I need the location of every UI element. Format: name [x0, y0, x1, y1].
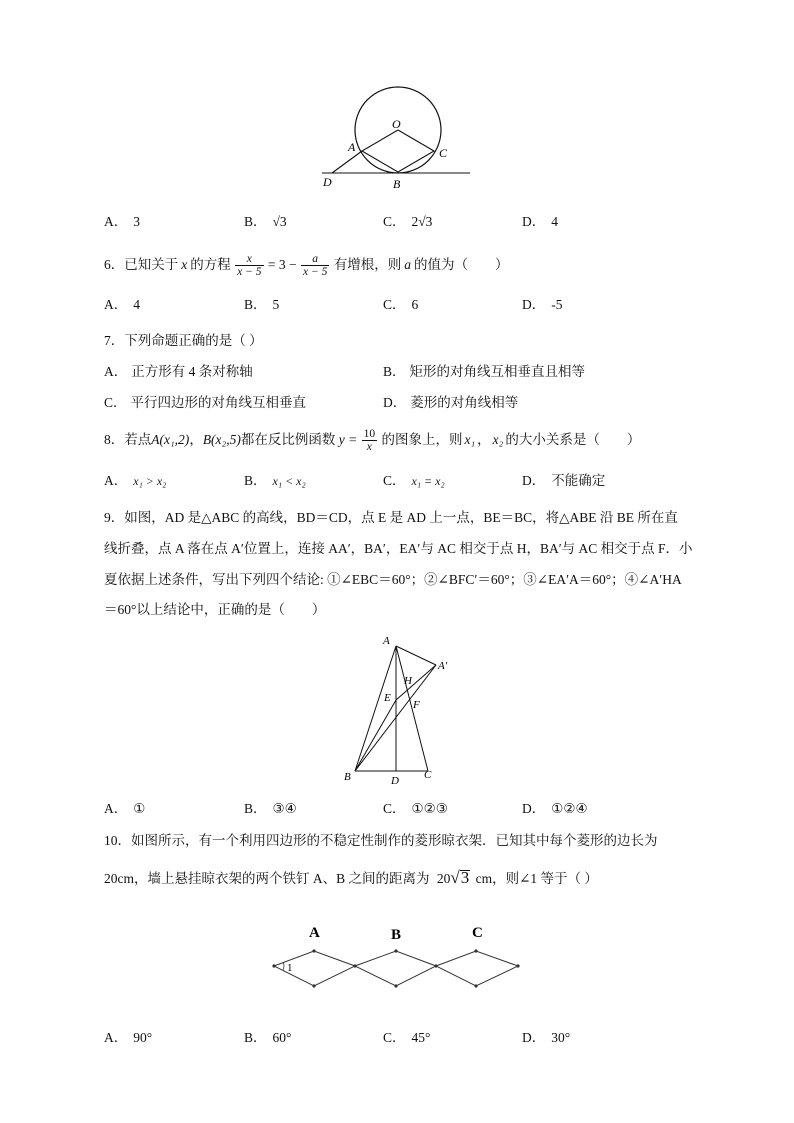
- q10-option-a: A． 90°: [104, 1030, 153, 1045]
- q8-fraction: $\frac{10}{x}$: [363, 428, 376, 454]
- q9-stem-line-2: 线折叠，点 A 落在点 A′位置上，连接 AA′，BA′，EA′与 AC 相交于点 H，BA′与 AC 相交于点 F．小: [104, 541, 693, 556]
- q9-line-AA2: [396, 646, 436, 665]
- q5-label-O: O: [392, 117, 401, 131]
- q10-angle-1-label: 1: [287, 962, 293, 974]
- q9-label-E: E: [384, 692, 391, 704]
- q9-figure: [338, 630, 463, 790]
- q5-label-A: A: [348, 140, 356, 154]
- q10-option-b: B． 60°: [244, 1030, 292, 1045]
- q6-fraction-1: $\frac{x}{x - 5}$: [237, 253, 262, 279]
- q7-option-d: D． 菱形的对角线相等: [383, 395, 519, 410]
- q7-option-b: B． 矩形的对角线互相垂直且相等: [383, 364, 586, 379]
- q7-stem: 7．下列命题正确的是（ ）: [104, 333, 263, 348]
- q8-option-b: B． x₁ < x₂: [244, 473, 306, 488]
- q9-line-BE: [355, 700, 396, 771]
- q9-label-C: C: [424, 769, 432, 781]
- q6-option-d: D． -5: [522, 297, 563, 312]
- q5-option-c: C． 2√3: [383, 214, 433, 229]
- q8-option-a: A． x₁ > x₂: [104, 473, 167, 488]
- q9-label-A-prime: A′: [438, 660, 448, 672]
- q10-label-C: C: [472, 925, 483, 941]
- q7-option-a: A． 正方形有 4 条对称轴: [104, 364, 253, 379]
- q5-label-B: B: [393, 177, 401, 191]
- q9-option-a: A． ①: [104, 801, 146, 816]
- q8-option-d: D． 不能确定: [522, 473, 606, 488]
- q7-option-c: C． 平行四边形的对角线互相垂直: [104, 395, 307, 410]
- q9-label-H: H: [404, 675, 412, 687]
- q10-angle-1-arc: [283, 962, 284, 970]
- q10-label-A: A: [309, 925, 320, 941]
- q10-option-d: D． 30°: [522, 1030, 571, 1045]
- q6-option-b: B． 5: [244, 297, 280, 312]
- q9-line-AC: [396, 646, 428, 771]
- q10-stem-line-2: 20cm，墙上悬挂晾衣架的两个铁钉 A、B 之间的距离为 20√3 cm，则∠1 等于（ ）: [104, 868, 598, 887]
- q9-stem-line-4: ＝60°以上结论中，正确的是（ ）: [104, 602, 326, 617]
- q10-option-c: C． 45°: [383, 1030, 431, 1045]
- q9-label-F: F: [413, 699, 420, 711]
- q5-label-D: D: [323, 175, 332, 189]
- q9-option-b: B． ③④: [244, 801, 297, 816]
- q5-line-DA: [332, 151, 362, 173]
- q5-option-b: B． √3: [244, 214, 287, 229]
- q9-line-AB: [355, 646, 396, 771]
- q10-joint-dots: [272, 949, 519, 987]
- q5-quad-OABC: [362, 130, 434, 172]
- q9-stem-line-3: 夏依据上述条件，写出下列四个结论: ①∠EBC＝60°；②∠BFC′＝60°；③∠EA′A＝60°；④∠A′HA: [104, 572, 682, 587]
- q6-stem: 6．已知关于 x 的方程 $\frac{x}{x - 5}$ = 3 − $\frac{a}{x - 5}$ 有增根，则 a 的值为（ ）: [104, 253, 509, 279]
- q9-label-B: B: [344, 771, 351, 783]
- q6-fraction-2: $\frac{a}{x - 5}$: [302, 253, 328, 279]
- q8-option-c: C． x₁ = x₂: [383, 473, 445, 488]
- q5-option-d: D． 4: [522, 214, 558, 229]
- q8-stem: 8．若点A(x₁,2)，B(x₂,5)都在反比例函数 y = $\frac{10}{x}$ 的图象上，则 x₁ ， x₂ 的大小关系是（ ）: [104, 428, 641, 454]
- q10-label-B: B: [391, 927, 402, 943]
- q10-rhombus-2: [355, 951, 436, 986]
- q6-option-c: C． 6: [383, 297, 419, 312]
- q9-label-A: A: [383, 635, 390, 647]
- q5-figure: [310, 84, 480, 194]
- q5-label-C: C: [439, 146, 448, 160]
- q9-option-d: D． ①②④: [522, 801, 588, 816]
- q9-stem-line-1: 9．如图，AD 是△ABC 的高线，BD＝CD，点 E 是 AD 上一点，BE＝BC，将△ABE 沿 BE 所在直: [104, 510, 678, 525]
- q5-option-a: A． 3: [104, 214, 140, 229]
- q10-rhombus-3: [436, 951, 518, 986]
- q9-label-D: D: [391, 775, 399, 787]
- q9-option-c: C． ①②③: [383, 801, 448, 816]
- q10-figure: [266, 915, 530, 995]
- q10-stem-line-1: 10．如图所示，有一个利用四边形的不稳定性制作的菱形晾衣架．已知其中每个菱形的边长为: [104, 833, 658, 848]
- q6-option-a: A． 4: [104, 297, 140, 312]
